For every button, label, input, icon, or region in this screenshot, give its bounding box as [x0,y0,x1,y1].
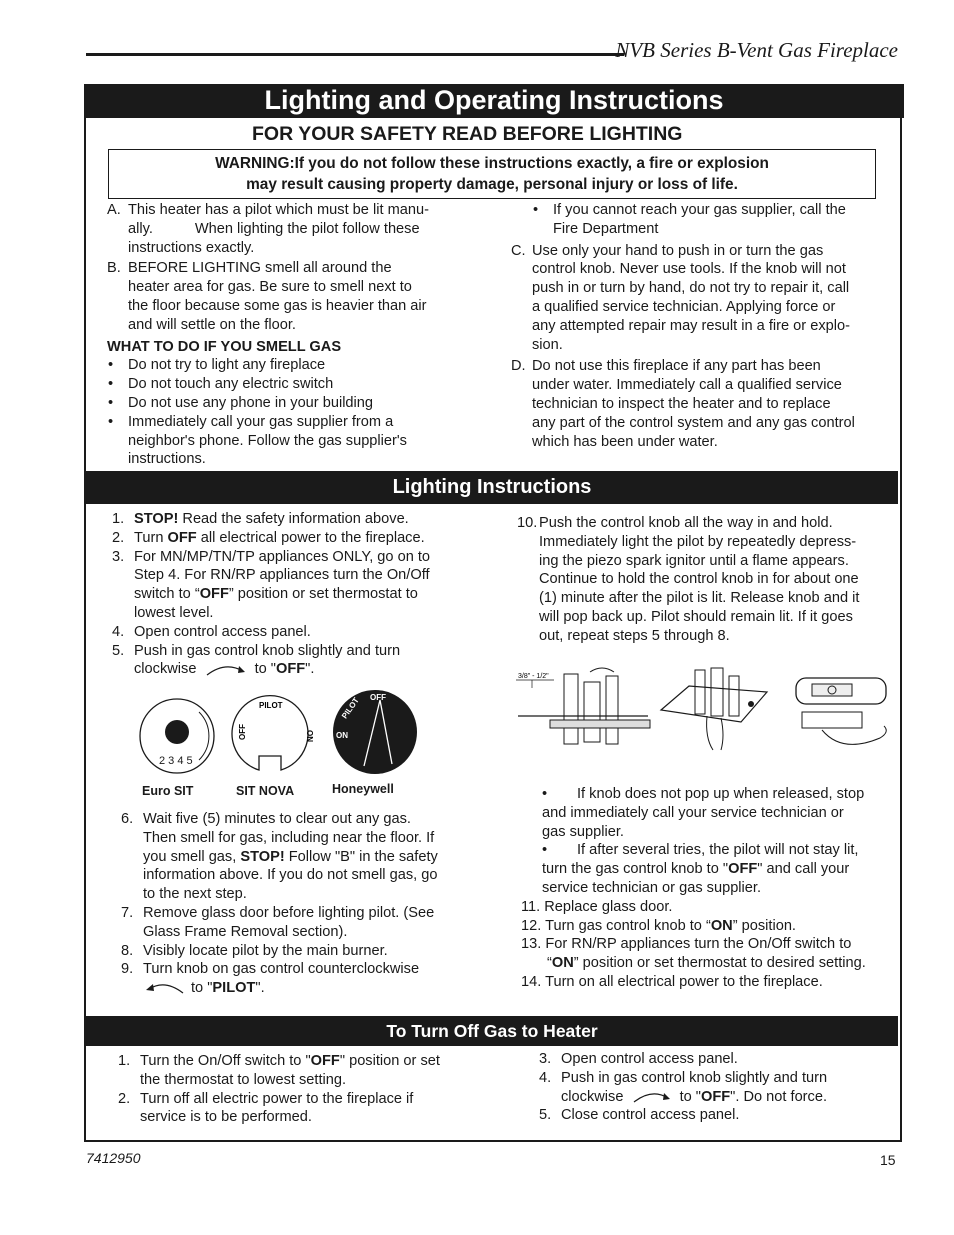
smell-heading: WHAT TO DO IF YOU SMELL GAS [107,338,342,355]
smell-item: • Do not try to light any fireplace [108,357,326,374]
step-10: 10. Push the control knob all the way in and hold. Immediately light the pilot by repeatedly depress- ing the piezo spark ignitor until a flame appears. Continue to hold the control knob in for about one (1) minute after the pilot is lit. Release knob and it will pop back up. Pilot should remain lit. If it goes out, repeat steps 5 through 8. [517,515,860,644]
lighting-left-bottom [121,810,491,998]
honeywell-on-label: ON [336,731,348,740]
marker-b: B. [107,260,121,277]
counterclockwise-arrow-icon [143,981,187,995]
safety-b-line: and will settle on the floor. [128,316,296,333]
euro-sit-digits: 2 3 4 5 [159,755,193,767]
nova-pilot-label: PILOT [259,701,283,710]
safety-a-line: instructions exactly. [128,239,255,256]
safety-item-c: C. Use only your hand to push in or turn the gas control knob. Never use tools. If the knob will not push in or turn by hand, do not try to repair it, call a qualified service technician. Applying force or any attempted repair may result in a fire or explo- sion. [511,242,850,353]
lighting-band [86,471,898,504]
step-5: 5. Push in gas control knob slightly and turn clockwise to "OFF". [112,642,401,678]
page-number: 15 [880,1152,896,1168]
safety-a-line: ally. When lighting the pilot follow these [128,220,420,237]
main-title-band [84,84,904,118]
marker-a: A. [107,202,121,218]
step-7: 7. Remove glass door before lighting pilot. (See Glass Frame Removal section). [121,904,435,940]
knob-sit-nova-icon [231,694,314,776]
step-1: 1. STOP! Read the safety information above. [112,511,409,527]
turnoff-step-4: 4. Push in gas control knob slightly and turn clockwise to "OFF". Do not force. [539,1069,828,1105]
step-14: 14. Turn on all electrical power to the fireplace. [521,973,823,990]
knob-bullet-1: • If knob does not pop up when released, stop and immediately call your service technician or gas supplier. [542,786,865,840]
warning-line-1: WARNING:If you do not follow these instructions exactly, a fire or explosion [215,155,769,172]
safety-right-column [511,201,891,451]
turnoff-right [539,1050,879,1125]
turnoff-step-2: 2. Turn off all electric power to the fireplace if service is to be performed. [118,1090,414,1126]
warning-line-2: may result causing property damage, personal injury or loss of life. [246,176,738,193]
turnoff-step-3: 3. Open control access panel. [539,1051,738,1067]
nova-on-label: ON [305,730,314,742]
safety-item-b [107,259,487,334]
lighting-right-bottom [521,785,891,992]
main-title: Lighting and Operating Instructions [264,85,724,115]
step-11: 11. Replace glass door. [521,898,673,915]
safety-b-line: BEFORE LIGHTING smell all around the [128,260,392,277]
safety-left-column [107,201,487,469]
marker-d: D. [511,358,526,375]
step-3: 3. For MN/MP/TN/TP appliances ONLY, go on to Step 4. For RN/RP appliances turn the On/Off switch to “OFF” position or set thermostat to lowest level. [112,548,431,621]
honeywell-pilot-label: PILOT [339,695,361,721]
pilot-assembly-illustration-2 [655,662,775,754]
warning-box [108,149,876,199]
safety-item-a [107,201,487,257]
knob-honeywell-icon [330,686,420,778]
lighting-heading: Lighting Instructions [392,476,592,498]
pilot-assembly-illustration-3 [782,668,890,752]
knob-bullet-2: • If after several tries, the pilot will not stay lit, turn the gas control knob to "OFF" and call your service technician or gas supplier. [542,842,859,896]
turnoff-left [118,1052,498,1127]
step-9: 9. Turn knob on gas control counterclockwise to "PILOT". [121,961,420,997]
safety-a-line: This heater has a pilot which must be lit manu- [128,202,429,218]
knob-euro-sit-icon [137,696,217,776]
lighting-right-top [517,514,887,646]
clockwise-arrow-icon [630,1090,674,1104]
smell-item: • Do not use any phone in your building [108,394,374,411]
turnoff-step-1: 1. Turn the On/Off switch to "OFF" position or set the thermostat to lowest setting. [118,1053,440,1088]
safety-b-line: the floor because some gas is heavier than air [128,297,427,314]
knob-label-euro: Euro SIT [142,784,194,798]
clockwise-arrow-icon [203,663,249,677]
safety-item-d: D. Do not use this fireplace if any part has been under water. Immediately call a qualified service technician to inspect the heater and to replace any part of the control system and any gas control which has been under water. [511,358,855,450]
step-12: 12. Turn gas control knob to “ON” position. [521,917,796,934]
doc-number: 7412950 [86,1150,141,1166]
smell-item: • Immediately call your gas supplier from a neighbor's phone. Follow the gas supplier's instructions. [108,413,407,468]
series-title: NVB Series B-Vent Gas Fireplace [615,38,898,62]
lighting-left-top [112,510,482,679]
knob-label-nova: SIT NOVA [236,784,295,798]
safety-heading: FOR YOUR SAFETY READ BEFORE LIGHTING [252,123,683,145]
safety-b-line: heater area for gas. Be sure to smell next to [128,279,412,296]
pilot-dimension-label: 3/8" - 1/2" [518,673,549,680]
pilot-assembly-illustration-1 [514,664,654,754]
step-13: 13. For RN/RP appliances turn the On/Off switch to “ON” position or set thermostat to desired setting. [521,936,866,972]
turnoff-step-5: 5. Close control access panel. [539,1107,740,1124]
step-6: 6. Wait five (5) minutes to clear out any gas. Then smell for gas, including near the floor. If you smell gas, STOP! Follow "B" in the safety information above. If you do not smell gas, go to the next step. [121,811,438,903]
step-4: 4. Open control access panel. [112,623,311,640]
marker-c: C. [511,242,526,259]
knob-label-honeywell: Honeywell [332,782,394,796]
turnoff-heading: To Turn Off Gas to Heater [386,1021,598,1041]
smell-item: • If you cannot reach your gas supplier, call the Fire Department [533,202,846,237]
step-2: 2. Turn OFF all electrical power to the fireplace. [112,529,425,546]
header-rule [86,53,624,56]
smell-item: • Do not touch any electric switch [108,376,334,393]
honeywell-off-label: OFF [370,693,386,702]
turnoff-band [86,1016,898,1046]
nova-off-label: OFF [238,724,247,740]
step-8: 8. Visibly locate pilot by the main burner. [121,942,388,959]
